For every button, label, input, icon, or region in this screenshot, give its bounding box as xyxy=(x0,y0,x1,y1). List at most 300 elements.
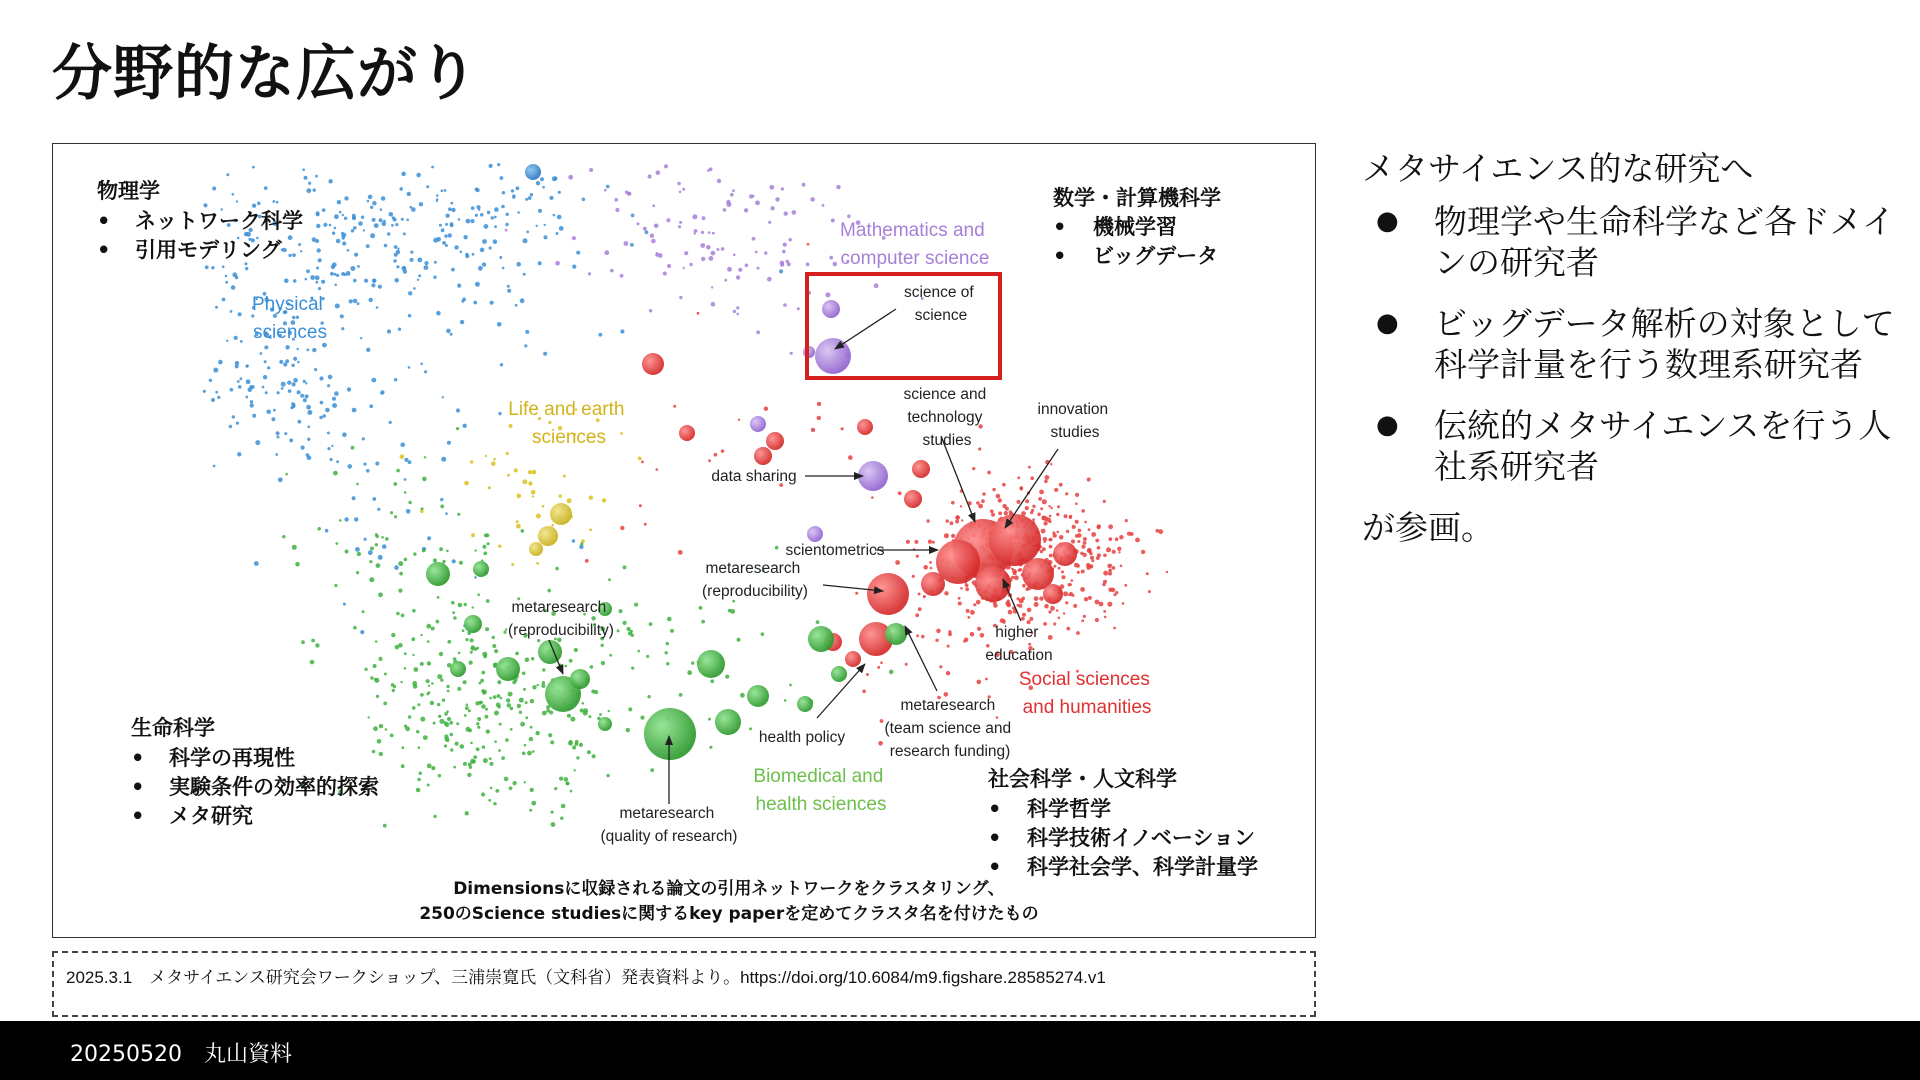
cluster-dot xyxy=(721,247,725,251)
cluster-dot xyxy=(1053,622,1056,625)
cluster-dot xyxy=(582,198,586,202)
cluster-dot xyxy=(650,768,654,772)
cluster-dot xyxy=(1005,507,1009,511)
cluster-dot xyxy=(1083,537,1087,541)
cluster-dot xyxy=(347,249,350,252)
cluster-dot xyxy=(448,233,452,237)
field-label-math: Mathematics and computer science xyxy=(840,220,990,269)
cluster-dot xyxy=(401,764,405,768)
cluster-dot xyxy=(481,671,485,675)
cluster-dot xyxy=(369,404,373,408)
cluster-dot xyxy=(332,397,336,401)
cluster-dot xyxy=(237,452,241,456)
cluster-dot xyxy=(987,471,991,475)
cluster-dot xyxy=(372,279,376,283)
cluster-dot xyxy=(517,704,521,708)
cluster-map-figure xyxy=(52,143,1316,938)
cluster-dot xyxy=(380,208,383,211)
cluster-dot xyxy=(465,638,468,641)
cluster-dot xyxy=(1115,537,1119,541)
cluster-bubble xyxy=(570,669,590,689)
cluster-dot xyxy=(344,517,348,521)
cluster-dot xyxy=(537,684,539,686)
cluster-dot xyxy=(524,744,527,747)
cluster-dot xyxy=(687,670,692,675)
bullet-dot-icon: ● xyxy=(1376,308,1399,338)
cluster-dot xyxy=(944,692,949,697)
cluster-dot xyxy=(408,366,411,369)
cluster-dot xyxy=(325,529,329,533)
bottom-bar xyxy=(0,1021,1920,1080)
cluster-dot xyxy=(342,214,344,216)
cluster-dot xyxy=(608,578,611,581)
cluster-dot xyxy=(481,792,485,796)
cluster-dot xyxy=(316,224,320,228)
cluster-dot xyxy=(292,545,297,550)
cluster-dot xyxy=(1104,616,1107,619)
cluster-dot xyxy=(480,213,484,217)
cluster-dot xyxy=(1044,480,1048,484)
cluster-dot xyxy=(431,627,435,631)
cluster-dot xyxy=(817,402,821,406)
cluster-dot xyxy=(531,490,536,495)
cluster-bubble xyxy=(538,526,558,546)
cluster-dot xyxy=(665,651,668,654)
cluster-dot xyxy=(1086,563,1090,567)
cluster-dot xyxy=(447,690,450,693)
cluster-dot xyxy=(566,782,569,785)
cluster-dot xyxy=(229,425,232,428)
cluster-dot xyxy=(583,711,588,716)
cluster-dot xyxy=(511,189,514,192)
figure-caption-line-2: 250のScience studiesに関するkey paperを定めてクラスタ名を付けたもの xyxy=(419,904,1039,924)
cluster-dot xyxy=(1011,576,1014,579)
cluster-dot xyxy=(297,390,301,394)
cluster-dot xyxy=(424,261,428,265)
cluster-bubble xyxy=(747,685,769,707)
cluster-dot xyxy=(213,368,218,373)
cluster-dot xyxy=(916,634,919,637)
cluster-dot xyxy=(574,769,576,771)
cluster-dot xyxy=(519,711,522,714)
cluster-dot xyxy=(1037,513,1041,517)
cluster-dot xyxy=(372,750,376,754)
cluster-dot xyxy=(316,211,320,215)
cluster-dot xyxy=(1120,565,1123,568)
cluster-dot xyxy=(1090,556,1094,560)
cluster-dot xyxy=(466,727,471,732)
cluster-dot xyxy=(315,643,319,647)
cluster-dot xyxy=(506,698,510,702)
cluster-dot xyxy=(284,279,289,284)
cluster-dot xyxy=(403,232,406,235)
cluster-dot xyxy=(470,460,473,463)
cluster-dot xyxy=(848,455,853,460)
cluster-dot xyxy=(263,375,267,379)
cluster-dot xyxy=(234,336,238,340)
cluster-dot xyxy=(246,379,251,384)
cluster-dot xyxy=(314,368,317,371)
cluster-dot xyxy=(1040,550,1043,553)
cluster-dot xyxy=(725,675,729,679)
cluster-dot xyxy=(485,708,488,711)
cluster-dot xyxy=(1038,497,1042,501)
cluster-dot xyxy=(1112,550,1116,554)
cluster-dot xyxy=(404,725,407,728)
cluster-dot xyxy=(684,251,688,255)
cluster-dot xyxy=(673,405,676,408)
cluster-dot xyxy=(977,680,982,685)
cluster-dot xyxy=(375,640,378,643)
cluster-dot xyxy=(428,685,430,687)
cluster-dot xyxy=(736,275,740,279)
cluster-dot xyxy=(608,710,610,712)
cluster-dot xyxy=(416,173,421,178)
corner-block-life-sci xyxy=(131,716,379,828)
cluster-dot xyxy=(427,640,430,643)
cluster-dot xyxy=(408,715,412,719)
cluster-dot xyxy=(407,192,411,196)
cluster-dot xyxy=(1017,604,1020,607)
cluster-dot xyxy=(724,279,727,282)
cluster-dot xyxy=(1049,545,1053,549)
cluster-dot xyxy=(211,398,215,402)
cluster-dot xyxy=(494,740,497,743)
cluster-dot xyxy=(358,221,363,226)
cluster-dot xyxy=(649,309,652,312)
cluster-dot xyxy=(932,541,935,544)
cluster-dot xyxy=(305,382,307,384)
cluster-dot xyxy=(509,786,513,790)
cluster-dot xyxy=(1071,539,1075,543)
cluster-dot xyxy=(305,394,309,398)
cluster-dot xyxy=(709,256,714,261)
cluster-dot xyxy=(433,815,436,818)
cluster-dot xyxy=(567,714,571,718)
cluster-dot xyxy=(447,640,451,644)
cluster-dot xyxy=(240,377,243,380)
cluster-dot xyxy=(396,612,400,616)
cluster-dot xyxy=(438,715,441,718)
cluster-dot xyxy=(553,214,556,217)
svg-text:物理学: 物理学 xyxy=(97,179,160,203)
cluster-dot xyxy=(293,405,296,408)
cluster-dot xyxy=(416,788,421,793)
cluster-dot xyxy=(666,642,669,645)
cluster-dot xyxy=(958,597,961,600)
cluster-dot xyxy=(458,218,461,221)
cluster-dot xyxy=(936,629,941,634)
cluster-dot xyxy=(1095,618,1099,622)
cluster-dot xyxy=(1059,535,1064,540)
svg-text:社会科学・人文科学: 社会科学・人文科学 xyxy=(988,767,1177,791)
cluster-dot xyxy=(413,667,418,672)
cluster-dot xyxy=(1043,521,1047,525)
cluster-dot xyxy=(529,809,532,812)
cluster-dot xyxy=(351,446,355,450)
cluster-dot xyxy=(1044,604,1049,609)
cluster-dot xyxy=(516,524,521,529)
cluster-dot xyxy=(692,214,697,219)
cluster-dot xyxy=(452,611,455,614)
cluster-dot xyxy=(465,811,469,815)
cluster-dot xyxy=(517,494,522,499)
cluster-bubble xyxy=(715,709,741,735)
cluster-dot xyxy=(950,521,954,525)
cluster-dot xyxy=(1095,539,1099,543)
cluster-dot xyxy=(559,777,563,781)
cluster-dot xyxy=(1083,615,1086,618)
cluster-dot xyxy=(472,760,476,764)
cluster-dot xyxy=(327,447,330,450)
cluster-dot xyxy=(1043,622,1047,626)
cluster-dot xyxy=(379,218,383,222)
cluster-dot xyxy=(721,449,724,452)
cluster-dot xyxy=(978,447,981,450)
cluster-dot xyxy=(1041,529,1046,534)
cluster-dot xyxy=(561,804,566,809)
cluster-dot xyxy=(977,627,981,631)
cluster-dot xyxy=(465,706,469,710)
cluster-dot xyxy=(302,168,305,171)
cluster-dot xyxy=(531,657,534,660)
cluster-dot xyxy=(576,756,579,759)
cluster-dot xyxy=(356,571,359,574)
cluster-dot xyxy=(474,576,477,579)
cluster-dot xyxy=(781,187,784,190)
cluster-dot xyxy=(1158,529,1163,534)
cluster-dot xyxy=(717,248,720,251)
cluster-dot xyxy=(905,663,908,666)
cluster-dot xyxy=(410,258,414,262)
cluster-dot xyxy=(554,177,558,181)
panel-footer: が参画。 xyxy=(1362,508,1494,547)
cluster-map-svg xyxy=(53,144,1317,939)
cluster-dot xyxy=(996,716,999,719)
cluster-bubble xyxy=(496,657,520,681)
cluster-dot xyxy=(500,697,503,700)
cluster-dot xyxy=(604,250,609,255)
cluster-dot xyxy=(528,470,532,474)
cluster-dot xyxy=(441,189,444,192)
cluster-dot xyxy=(866,673,869,676)
cluster-dot xyxy=(369,298,373,302)
cluster-dot xyxy=(1022,584,1026,588)
cluster-dot xyxy=(470,742,473,745)
cluster-dot xyxy=(678,225,681,228)
cluster-dot xyxy=(738,419,740,421)
cluster-dot xyxy=(356,483,359,486)
cluster-dot xyxy=(226,173,229,176)
cluster-dot xyxy=(499,256,502,259)
cluster-label-sts: science and technology studies xyxy=(903,386,987,449)
cluster-dot xyxy=(640,716,644,720)
panel-bullet-text: 伝統的メタサイエンスを行う人社系研究者 xyxy=(1434,406,1892,486)
cluster-dot xyxy=(536,562,539,565)
cluster-dot xyxy=(470,651,473,654)
cluster-dot xyxy=(485,455,487,457)
cluster-dot xyxy=(319,376,323,380)
cluster-dot xyxy=(505,738,509,742)
cluster-dot xyxy=(410,251,413,254)
cluster-dot xyxy=(237,380,240,383)
cluster-dot xyxy=(267,366,270,369)
cluster-dot xyxy=(404,667,407,670)
cluster-dot xyxy=(328,375,333,380)
cluster-dot xyxy=(916,555,919,558)
cluster-dot xyxy=(523,688,526,691)
cluster-dot xyxy=(980,633,985,638)
cluster-dot xyxy=(464,714,467,717)
cluster-dot xyxy=(284,432,287,435)
cluster-label-meta-repro-left: metaresearch (reproducibility) xyxy=(508,599,614,639)
cluster-dot xyxy=(547,589,551,593)
cluster-dot xyxy=(444,734,448,738)
cluster-bubble xyxy=(1053,542,1077,566)
cluster-dot xyxy=(457,513,460,516)
cluster-bubble xyxy=(912,460,930,478)
cluster-dot xyxy=(264,345,268,349)
presenter-footer-label: 20250520 丸山資料 xyxy=(70,1042,292,1067)
cluster-dot xyxy=(639,504,642,507)
cluster-dot xyxy=(1080,552,1083,555)
panel-heading: メタサイエンス的な研究へ xyxy=(1362,149,1754,188)
cluster-dot xyxy=(466,219,471,224)
cluster-dot xyxy=(482,652,487,657)
cluster-dot xyxy=(543,235,547,239)
cluster-dot xyxy=(465,254,469,258)
cluster-dot xyxy=(450,222,454,226)
cluster-dot xyxy=(1084,597,1088,601)
cluster-dot xyxy=(493,239,498,244)
cluster-dot xyxy=(485,627,489,631)
cluster-dot xyxy=(492,636,495,639)
cluster-dot xyxy=(453,616,457,620)
cluster-dot xyxy=(643,227,647,231)
cluster-dot xyxy=(290,440,292,442)
cluster-dot xyxy=(1061,570,1064,573)
cluster-dot xyxy=(442,699,445,702)
cluster-dot xyxy=(411,207,416,212)
cluster-dot xyxy=(383,220,386,223)
cluster-dot xyxy=(564,665,567,668)
panel-bullet-text: 物理学や生命科学など各ドメインの研究者 xyxy=(1434,202,1896,282)
cluster-dot xyxy=(1146,572,1149,575)
cluster-dot xyxy=(398,561,403,566)
cluster-dot xyxy=(1057,505,1060,508)
cluster-dot xyxy=(413,552,416,555)
cluster-dot xyxy=(831,219,835,223)
cluster-dot xyxy=(1166,571,1168,573)
cluster-dot xyxy=(417,258,422,263)
cluster-dot xyxy=(480,248,485,253)
cluster-dot xyxy=(555,261,560,266)
cluster-dot xyxy=(370,676,374,680)
cluster-dot xyxy=(620,274,624,278)
cluster-dot xyxy=(295,562,300,567)
cluster-bubble xyxy=(822,300,840,318)
cluster-dot xyxy=(489,246,492,249)
field-label-social: Social sciences and humanities xyxy=(1018,669,1152,718)
cluster-dot xyxy=(1028,466,1031,469)
cluster-dot xyxy=(614,198,618,202)
cluster-dot xyxy=(587,750,591,754)
cluster-dot xyxy=(394,278,399,283)
cluster-dot xyxy=(217,396,220,399)
cluster-dot xyxy=(544,224,546,226)
cluster-dot xyxy=(366,244,370,248)
cluster-dot xyxy=(664,164,668,168)
cluster-dot xyxy=(252,204,256,208)
cluster-dot xyxy=(384,673,387,676)
cluster-dot xyxy=(332,232,335,235)
cluster-dot xyxy=(419,772,422,775)
cluster-dot xyxy=(542,186,545,189)
cluster-dot xyxy=(401,172,406,177)
cluster-dot xyxy=(816,620,820,624)
cluster-dot xyxy=(708,459,711,462)
svg-text:•: • xyxy=(988,855,1002,879)
cluster-dot xyxy=(453,657,457,661)
cluster-dot xyxy=(592,754,596,758)
cluster-dot xyxy=(303,380,306,383)
cluster-dot xyxy=(315,281,318,284)
cluster-dot xyxy=(1075,493,1079,497)
cluster-bubble xyxy=(450,661,466,677)
cluster-dot xyxy=(349,299,353,303)
cluster-dot xyxy=(346,271,351,276)
cluster-dot xyxy=(558,191,561,194)
cluster-dot xyxy=(364,279,368,283)
cluster-dot xyxy=(1084,521,1087,524)
cluster-dot xyxy=(392,216,395,219)
cluster-dot xyxy=(802,183,806,187)
svg-text:生命科学: 生命科学 xyxy=(131,716,215,740)
cluster-dot xyxy=(434,261,437,264)
cluster-dot xyxy=(516,262,521,267)
cluster-dot xyxy=(1030,511,1033,514)
cluster-bubble xyxy=(766,432,784,450)
cluster-dot xyxy=(1107,602,1112,607)
cluster-label-science-of-science: science of science xyxy=(903,284,974,324)
cluster-dot xyxy=(965,583,969,587)
cluster-dot xyxy=(445,512,448,515)
cluster-dot xyxy=(929,561,932,564)
cluster-dot xyxy=(477,593,480,596)
cluster-dot xyxy=(368,716,370,718)
cluster-dot xyxy=(446,550,449,553)
cluster-dot xyxy=(1075,502,1078,505)
cluster-dot xyxy=(420,693,424,697)
cluster-dot xyxy=(318,258,322,262)
cluster-dot xyxy=(406,509,411,514)
cluster-dot xyxy=(285,345,289,349)
cluster-dot xyxy=(452,559,456,563)
cluster-dot xyxy=(485,715,489,719)
cluster-dot xyxy=(433,238,438,243)
cluster-dot xyxy=(313,188,316,191)
corner-block-social xyxy=(987,767,1258,879)
cluster-dot xyxy=(282,248,286,252)
cluster-dot xyxy=(487,211,491,215)
cluster-dot xyxy=(342,241,346,245)
cluster-dot xyxy=(301,446,305,450)
cluster-dot xyxy=(880,719,884,723)
cluster-dot xyxy=(334,391,339,396)
cluster-dot xyxy=(761,632,765,636)
cluster-dot xyxy=(431,166,434,169)
cluster-dot xyxy=(488,799,491,802)
